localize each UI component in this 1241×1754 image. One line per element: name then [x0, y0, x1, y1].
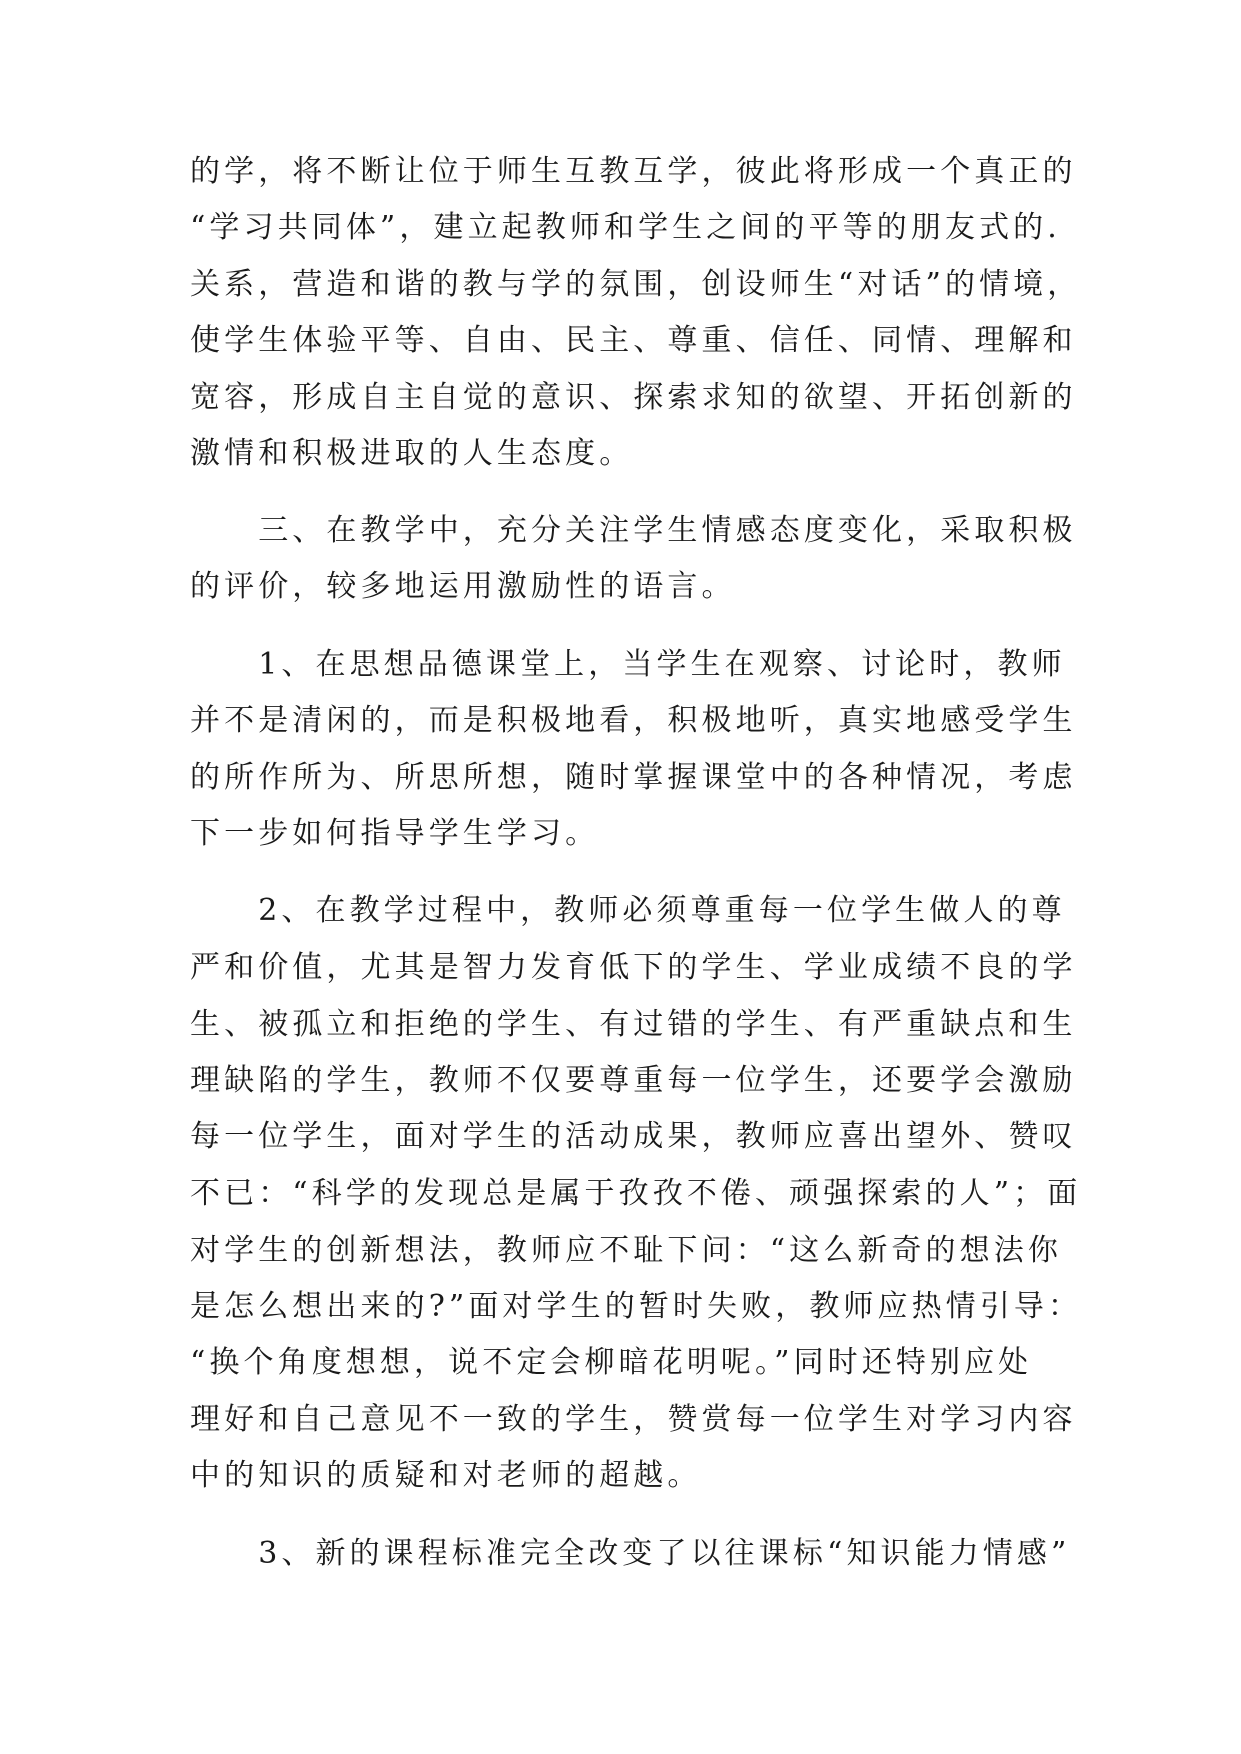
text-line: 理好和自己意见不一致的学生，赞赏每一位学生对学习内容	[190, 1402, 1077, 1437]
text-line: “换个角度想想，说不定会柳暗花明呢。”同时还特别应处	[190, 1345, 1033, 1380]
text-line: 2、在教学过程中，教师必须尊重每一位学生做人的尊	[190, 893, 1066, 928]
text-line: 下一步如何指导学生学习。	[190, 816, 600, 851]
text-line: 激情和积极进取的人生态度。	[190, 436, 634, 471]
text-line: 3、新的课程标准完全改变了以往课标“知识能力情感”	[190, 1536, 1071, 1571]
text-line: 三、在教学中，充分关注学生情感态度变化，采取积极	[190, 513, 1077, 548]
text-line: 1、在思想品德课堂上，当学生在观察、讨论时，教师	[190, 647, 1066, 682]
text-line: 不已：“科学的发现总是属于孜孜不倦、顽强探索的人”；面	[190, 1176, 1082, 1211]
text-line: 中的知识的质疑和对老师的超越。	[190, 1458, 702, 1493]
text-line: 对学生的创新想法，教师应不耻下问：“这么新奇的想法你	[190, 1233, 1062, 1268]
text-line: 严和价值，尤其是智力发育低下的学生、学业成绩不良的学	[190, 950, 1077, 985]
text-line: 理缺陷的学生，教师不仅要尊重每一位学生，还要学会激励	[190, 1063, 1077, 1098]
text-line: 生、被孤立和拒绝的学生、有过错的学生、有严重缺点和生	[190, 1007, 1077, 1042]
text-line: 的学，将不断让位于师生互教互学，彼此将形成一个真正的	[190, 154, 1077, 189]
text-line: 每一位学生，面对学生的活动成果，教师应喜出望外、赞叹	[190, 1119, 1077, 1154]
text-line: 的评价，较多地运用激励性的语言。	[190, 569, 736, 604]
text-line: 并不是清闲的，而是积极地看，积极地听，真实地感受学生	[190, 703, 1077, 738]
text-line: 使学生体验平等、自由、民主、尊重、信任、同情、理解和	[190, 323, 1077, 358]
text-line: “学习共同体”，建立起教师和学生之间的平等的朋友式的.	[190, 210, 1061, 245]
text-line: 是怎么想出来的?”面对学生的暂时失败，教师应热情引导：	[190, 1289, 1083, 1324]
text-line: 宽容，形成自主自觉的意识、探索求知的欲望、开拓创新的	[190, 380, 1077, 415]
text-line: 的所作所为、所思所想，随时掌握课堂中的各种情况，考虑	[190, 760, 1077, 795]
text-line: 关系，营造和谐的教与学的氛围，创设师生“对话”的情境，	[190, 267, 1082, 302]
